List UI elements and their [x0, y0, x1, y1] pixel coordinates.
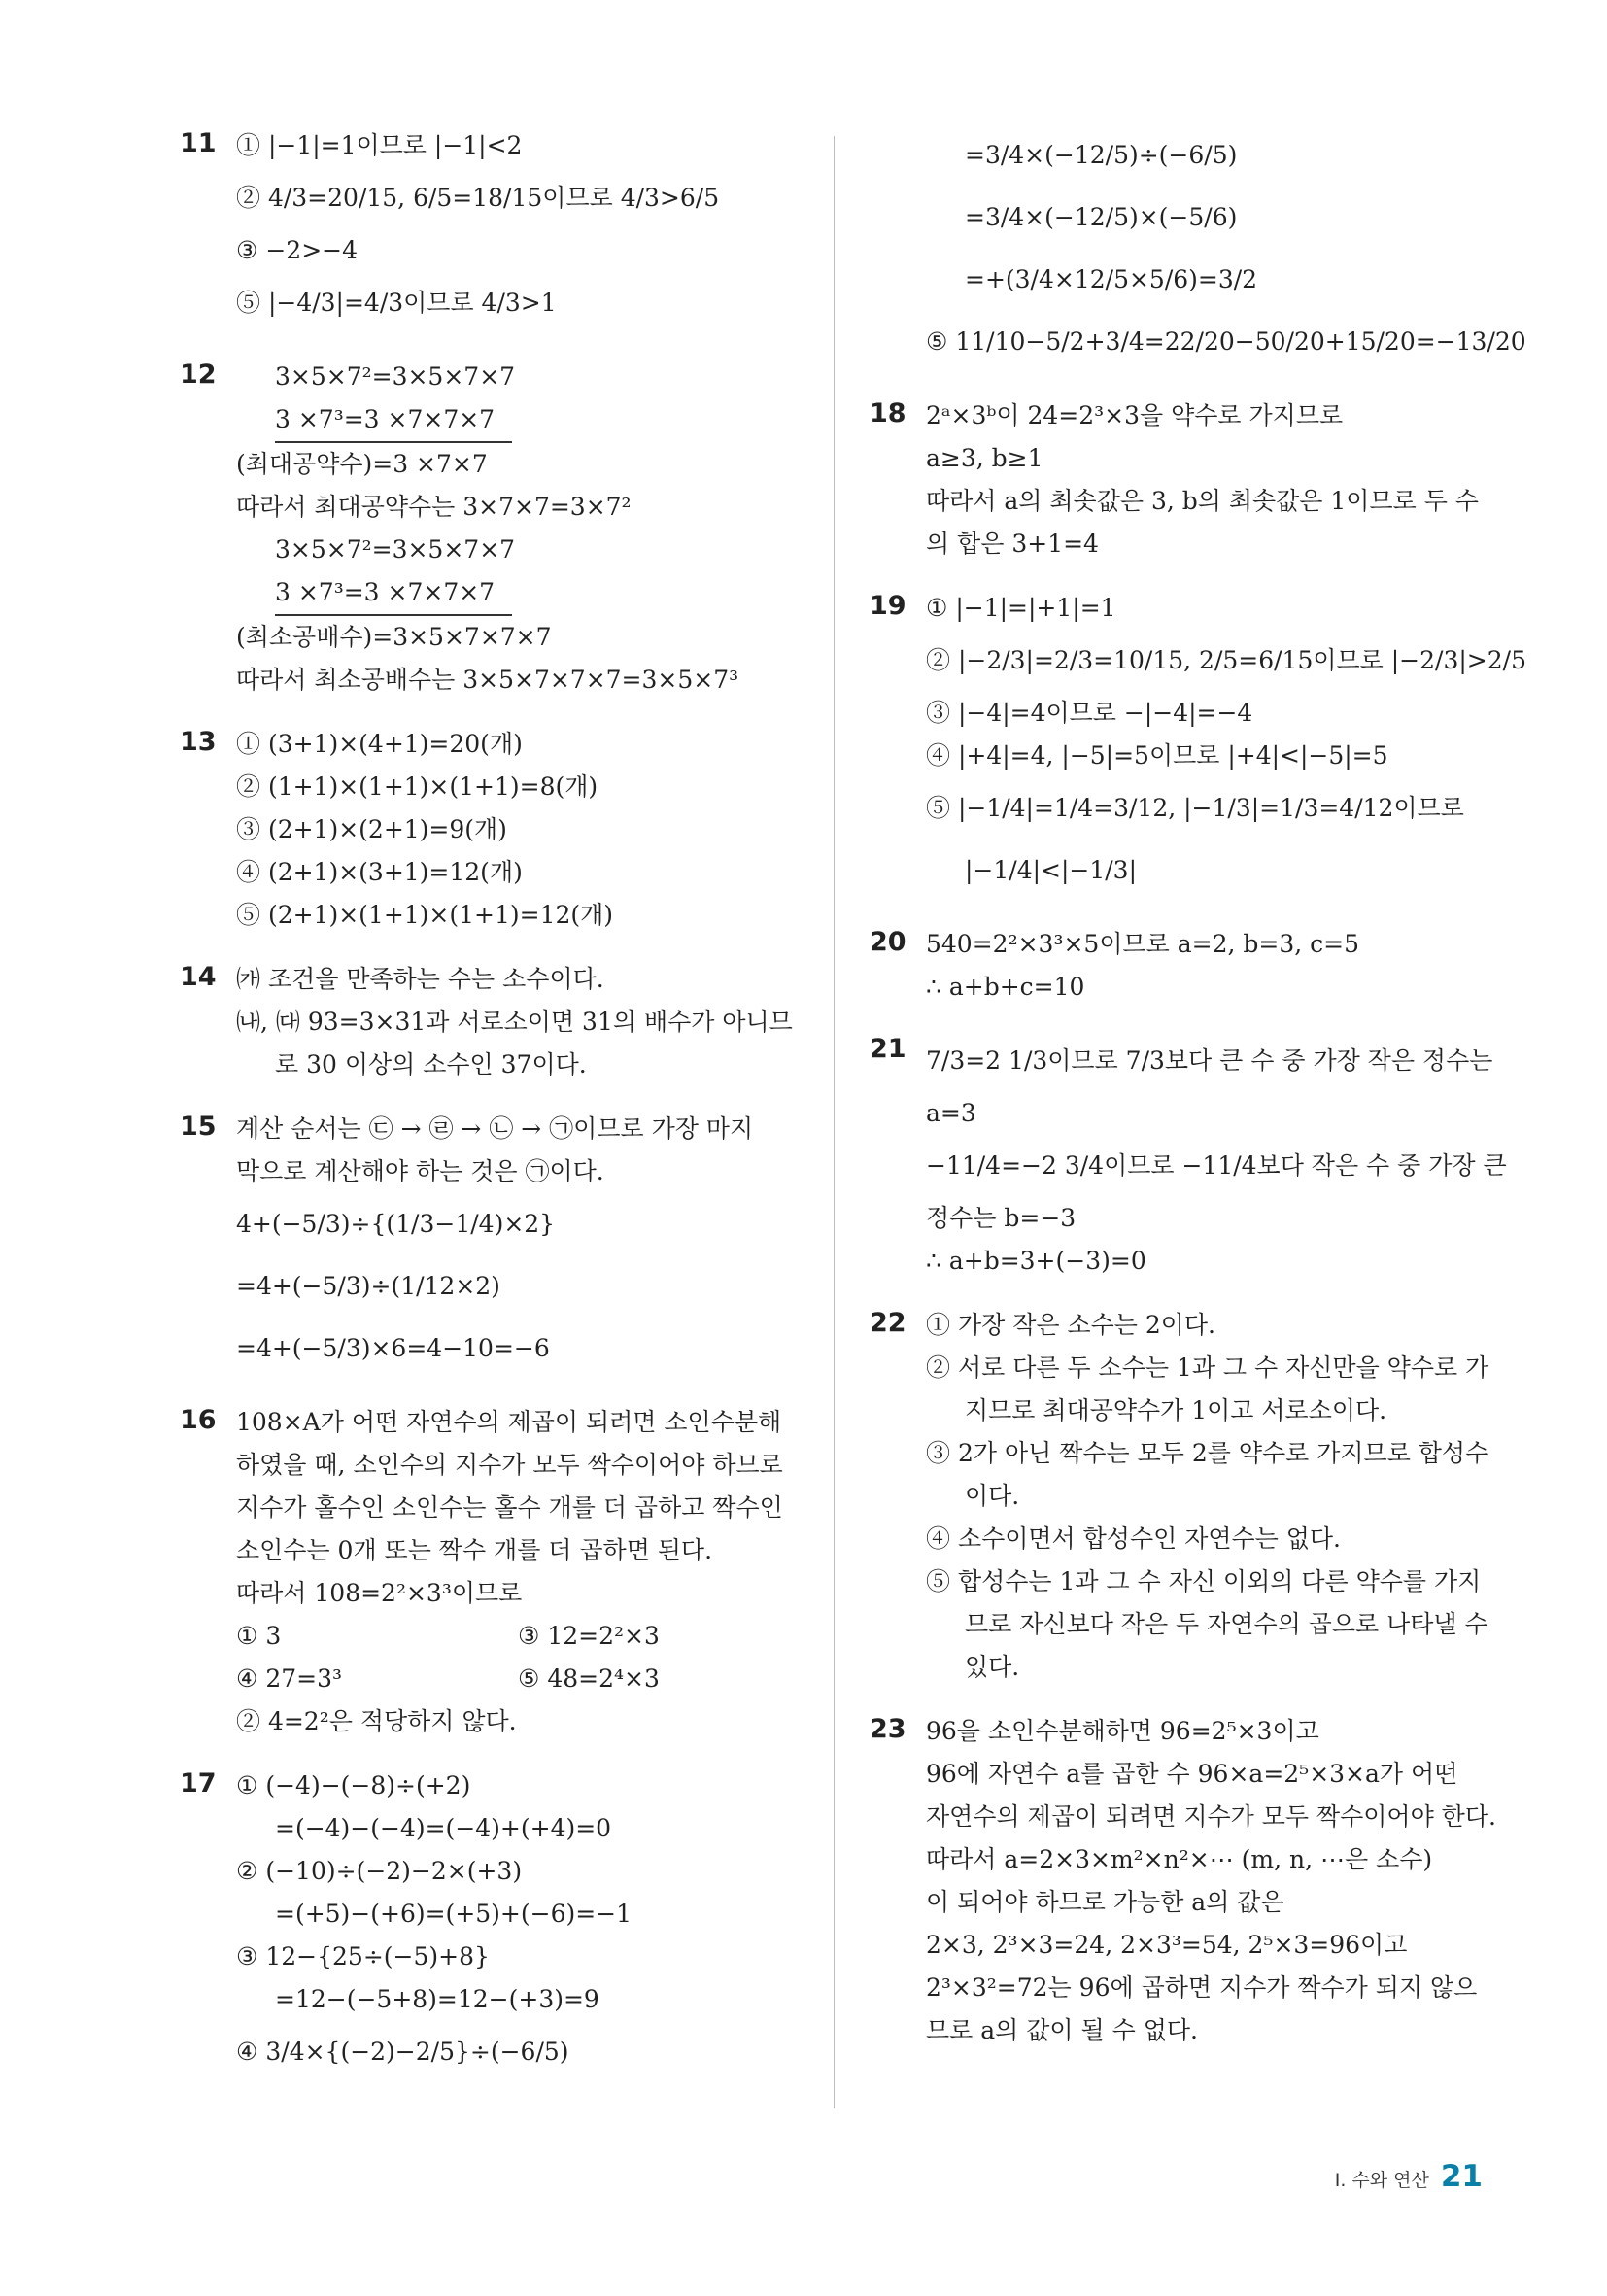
problem-17-continued — [870, 124, 1526, 373]
answer-line: ㈏, ㈐ 93=3×31과 서로소이면 31의 배수가 아니므 — [236, 1008, 793, 1036]
answer-line: 2×3, 2³×3=24, 2×3³=54, 2⁵×3=96이고 — [926, 1931, 1408, 1959]
answer-line: ④ (2+1)×(3+1)=12(개) — [236, 858, 523, 886]
answer-line: 하였을 때, 소인수의 지수가 모두 짝수이어야 하므로 — [236, 1451, 783, 1479]
answer-line: =3/4×(−12/5)÷(−6/5) — [965, 141, 1238, 169]
problem-number: 22 — [870, 1308, 906, 1338]
answer-line: ∴ a+b+c=10 — [926, 973, 1085, 1001]
right-column — [870, 124, 1526, 2073]
problem-number: 11 — [180, 128, 217, 158]
answer-line: ㈎ 조건을 만족하는 수는 소수이다. — [236, 965, 604, 993]
problem-19 — [870, 587, 1526, 902]
answer-line: =4+(−5/3)÷(1/12×2) — [236, 1272, 500, 1300]
answer-line: 따라서 a=2×3×m²×n²×⋯ (m, n, ⋯은 소수) — [926, 1845, 1433, 1873]
answer-line: 로 30 이상의 소수인 37이다. — [275, 1050, 587, 1079]
answer-line: ① 가장 작은 소수는 2이다. — [926, 1311, 1215, 1339]
problem-number: 21 — [870, 1034, 906, 1064]
answer-line: 계산 순서는 ㉢ → ㉣ → ㉡ → ㉠이므로 가장 마지 — [236, 1114, 754, 1143]
answer-line: ② 4=2²은 적당하지 않다. — [236, 1707, 517, 1735]
choice-item: ① 3 — [236, 1622, 282, 1650]
problem-16 — [180, 1401, 802, 1743]
answer-line: ① (−4)−(−8)÷(+2) — [236, 1771, 471, 1799]
answer-line: 막으로 계산해야 하는 것은 ㉠이다. — [236, 1157, 604, 1185]
problem-number: 16 — [180, 1405, 217, 1435]
answer-line: ③ 2가 아닌 짝수는 모두 2를 약수로 가지므로 합성수 — [926, 1439, 1489, 1467]
answer-line: ③ 12−{25÷(−5)+8} — [236, 1942, 490, 1970]
answer-line: 자연수의 제곱이 되려면 지수가 모두 짝수이어야 한다. — [926, 1802, 1496, 1831]
section-title: Ⅰ. 수와 연산 — [1334, 2170, 1429, 2191]
answer-line: (최대공약수)=3 ×7×7 — [236, 450, 488, 478]
answer-line: ⑤ 합성수는 1과 그 수 자신 이외의 다른 약수를 가지 — [926, 1567, 1482, 1595]
answer-line: ⑤ 11/10−5/2+3/4=22/20−50/20+15/20=−13/20 — [926, 327, 1526, 356]
answer-line: ② 서로 다른 두 소수는 1과 그 수 자신만을 약수로 가 — [926, 1354, 1489, 1382]
problem-number: 20 — [870, 927, 906, 957]
answer-line: ④ 소수이면서 합성수인 자연수는 없다. — [926, 1525, 1341, 1553]
answer-line: 96을 소인수분해하면 96=2⁵×3이고 — [926, 1717, 1319, 1745]
answer-line: −11/4=−2 3/4이므로 −11/4보다 작은 수 중 가장 큰 — [926, 1151, 1507, 1180]
answer-line: ∴ a+b=3+(−3)=0 — [926, 1247, 1146, 1275]
answer-line: ① (3+1)×(4+1)=20(개) — [236, 730, 523, 758]
answer-line: 따라서 108=2²×3³이므로 — [236, 1579, 523, 1607]
column-divider — [834, 136, 835, 2108]
problem-number: 14 — [180, 962, 217, 992]
answer-line: =12−(−5+8)=12−(+3)=9 — [275, 1985, 599, 2013]
answer-line: 소인수는 0개 또는 짝수 개를 더 곱하면 된다. — [236, 1536, 713, 1564]
answer-line: 96에 자연수 a를 곱한 수 96×a=2⁵×3×a가 어떤 — [926, 1760, 1458, 1788]
answer-line: 따라서 최대공약수는 3×7×7=3×7² — [236, 493, 632, 521]
answer-line: (최소공배수)=3×5×7×7×7 — [236, 623, 552, 651]
page-number: 21 — [1440, 2159, 1483, 2194]
problem-number: 23 — [870, 1714, 906, 1744]
answer-line: a=3 — [926, 1099, 976, 1127]
answer-line: 2³×3²=72는 96에 곱하면 지수가 짝수가 되지 않으 — [926, 1973, 1478, 2002]
problem-11 — [180, 124, 802, 334]
answer-line: 정수는 b=−3 — [926, 1204, 1077, 1232]
problem-number: 13 — [180, 727, 217, 757]
answer-line: 지므로 최대공약수가 1이고 서로소이다. — [965, 1396, 1387, 1424]
answer-line: 지수가 홀수인 소인수는 홀수 개를 더 곱하고 짝수인 — [236, 1493, 783, 1522]
page-footer — [1335, 2159, 1483, 2194]
answer-line: ④ |+4|=4, |−5|=5이므로 |+4|<|−5|=5 — [926, 741, 1388, 770]
answer-line: =(+5)−(+6)=(+5)+(−6)=−1 — [275, 1900, 633, 1928]
answer-line: 3 ×7³=3 ×7×7×7 — [275, 571, 512, 616]
answer-line: 따라서 a의 최솟값은 3, b의 최솟값은 1이므로 두 수 — [926, 487, 1479, 515]
answer-line: ⑤ (2+1)×(1+1)×(1+1)=12(개) — [236, 901, 614, 929]
answer-line: ③ |−4|=4이므로 −|−4|=−4 — [926, 699, 1253, 727]
problem-14 — [180, 958, 802, 1086]
problem-17 — [180, 1765, 802, 2083]
answer-line: 2ᵃ×3ᵇ이 24=2³×3을 약수로 가지므로 — [926, 401, 1344, 429]
answer-line: ② |−2/3|=2/3=10/15, 2/5=6/15이므로 |−2/3|>2/5 — [926, 646, 1526, 674]
answer-line: 이다. — [965, 1482, 1020, 1510]
answer-line: 의 합은 3+1=4 — [926, 530, 1099, 558]
answer-line: ④ 3/4×{(−2)−2/5}÷(−6/5) — [236, 2038, 569, 2066]
answer-line: 있다. — [965, 1653, 1020, 1681]
problem-21 — [870, 1030, 1507, 1283]
problem-number: 15 — [180, 1112, 217, 1142]
problem-number: 18 — [870, 398, 906, 428]
answer-line: =(−4)−(−4)=(−4)+(+4)=0 — [275, 1814, 612, 1842]
choice-item: ③ 12=2²×3 — [518, 1622, 660, 1650]
choice-grid — [236, 1615, 802, 1700]
answer-line: 7/3=2 1/3이므로 7/3보다 큰 수 중 가장 작은 정수는 — [926, 1046, 1493, 1075]
answer-line: ② 4/3=20/15, 6/5=18/15이므로 4/3>6/5 — [236, 184, 720, 212]
answer-line: 108×A가 어떤 자연수의 제곱이 되려면 소인수분해 — [236, 1408, 782, 1436]
answer-line: =+(3/4×12/5×5/6)=3/2 — [965, 265, 1258, 293]
answer-line: =4+(−5/3)×6=4−10=−6 — [236, 1334, 550, 1362]
answer-line: 3×5×7²=3×5×7×7 — [275, 535, 516, 564]
problem-number: 19 — [870, 591, 906, 621]
problem-12 — [180, 356, 802, 702]
answer-line: 540=2²×3³×5이므로 a=2, b=3, c=5 — [926, 930, 1359, 958]
answer-line: a≥3, b≥1 — [926, 444, 1043, 472]
answer-line: ⑤ |−1/4|=1/4=3/12, |−1/3|=1/3=4/12이므로 — [926, 794, 1464, 822]
answer-line: =3/4×(−12/5)×(−5/6) — [965, 203, 1238, 231]
problem-22 — [870, 1304, 1491, 1689]
answer-line: ① |−1|=|+1|=1 — [926, 594, 1116, 622]
answer-line: |−1/4|<|−1/3| — [965, 856, 1138, 884]
problem-18 — [870, 394, 1491, 565]
answer-line: 므로 a의 값이 될 수 없다. — [926, 2016, 1198, 2044]
answer-line: 므로 자신보다 작은 두 자연수의 곱으로 나타낼 수 — [965, 1610, 1488, 1638]
answer-line: ⑤ |−4/3|=4/3이므로 4/3>1 — [236, 289, 557, 317]
answer-line: ① |−1|=1이므로 |−1|<2 — [236, 131, 523, 159]
answer-line: ② (1+1)×(1+1)×(1+1)=8(개) — [236, 772, 598, 801]
answer-line: ② (−10)÷(−2)−2×(+3) — [236, 1857, 523, 1885]
problem-number: 17 — [180, 1768, 217, 1799]
left-column — [180, 124, 802, 2105]
choice-item: ④ 27=3³ — [236, 1664, 343, 1693]
answer-line: 3 ×7³=3 ×7×7×7 — [275, 398, 512, 443]
problem-20 — [870, 923, 1491, 1009]
problem-13 — [180, 723, 802, 937]
answer-line: ③ (2+1)×(2+1)=9(개) — [236, 815, 507, 843]
answer-line: 3×5×7²=3×5×7×7 — [275, 362, 516, 391]
problem-15 — [180, 1108, 802, 1380]
choice-item: ⑤ 48=2⁴×3 — [518, 1664, 660, 1693]
answer-line: 따라서 최소공배수는 3×5×7×7×7=3×5×7³ — [236, 666, 739, 694]
answer-line: 이 되어야 하므로 가능한 a의 값은 — [926, 1888, 1284, 1916]
answer-line: 4+(−5/3)÷{(1/3−1/4)×2} — [236, 1210, 556, 1238]
answer-line: ③ −2>−4 — [236, 236, 359, 264]
problem-number: 12 — [180, 360, 217, 390]
problem-23 — [870, 1710, 1496, 2052]
